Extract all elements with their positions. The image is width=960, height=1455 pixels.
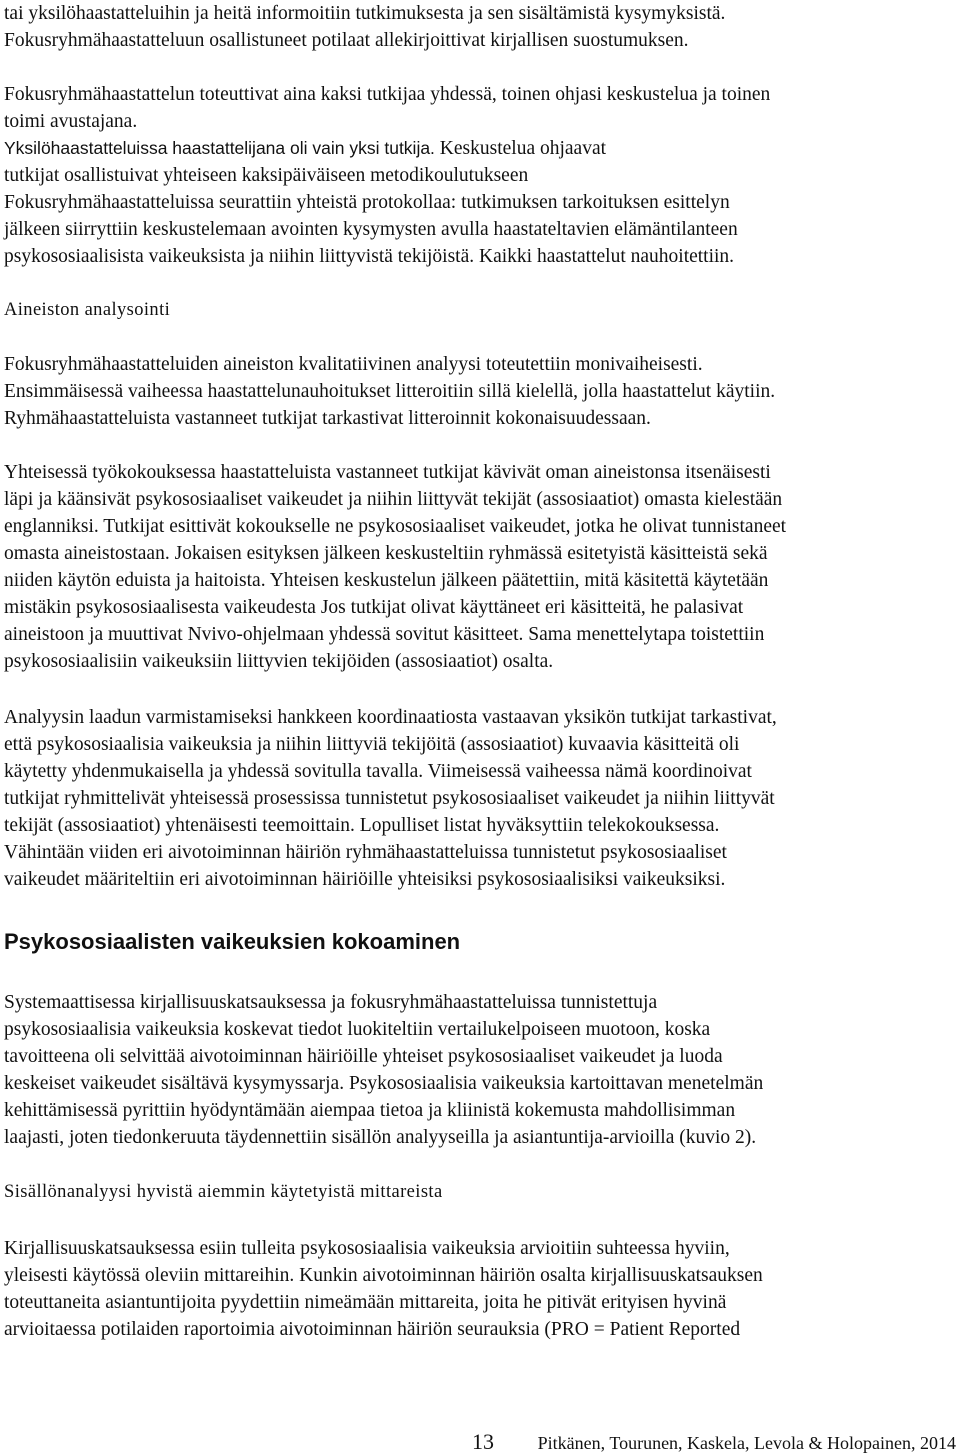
text-line: Yhteisessä työkokouksessa haastatteluista vastanneet tutkijat kävivät oman aineistonsa itsenäisesti <box>4 462 771 483</box>
page-number: 13 <box>472 1429 494 1454</box>
text-line: Fokusryhmähaastatteluiden aineiston kvalitatiivinen analyysi toteutettiin monivaiheisesti. <box>4 354 703 375</box>
text-line: aineistoon ja muuttivat Nvivo-ohjelmaan yhdessä sovitut käsitteet. Sama menettelytapa toistettiin <box>4 624 765 645</box>
text-line: omasta aineistostaan. Jokaisen esityksen jälkeen keskusteltiin ryhmässä esitetyistä käsitteistä sekä <box>4 543 768 564</box>
paragraph-compilation <box>4 989 763 1151</box>
text-serif-fragment: Keskustelua ohjaavat <box>439 138 607 159</box>
text-line: Analyysin laadun varmistamiseksi hankkeen koordinaatiosta vastaavan yksikön tutkijat tarkastivat, <box>4 707 777 728</box>
text-line: jälkeen siirryttiin keskustelemaan avointen kysymysten avulla haastateltavien elämäntilanteen <box>4 219 738 240</box>
subheading-text: Aineiston analysointi <box>4 300 171 320</box>
text-line: Fokusryhmähaastatteluissa seurattiin yhteistä protokollaa: tutkimuksen tarkoituksen esittelyn <box>4 192 730 213</box>
text-line: yleisesti käytössä oleviin mittareihin. Kunkin aivotoiminnan häiriön osalta kirjallisuuskatsauksen <box>4 1265 763 1286</box>
text-line: tekijät (assosiaatiot) yhtenäisesti teemoittain. Lopulliset listat hyväksyttiin telekokouksessa. <box>4 815 720 836</box>
text-line: Vähintään viiden eri aivotoiminnan häiriön ryhmähaastatteluissa tunnistetut psykososiaaliset <box>4 842 727 863</box>
footer-authors: Pitkänen, Tourunen, Kaskela, Levola & Holopainen, 2014 <box>537 1433 956 1453</box>
text-line: mistäkin psykososiaalisesta vaikeudesta Jos tutkijat olivat käyttäneet eri käsitteitä, he palasivat <box>4 597 744 618</box>
text-line: psykososiaalisiin vaikeuksiin liittyvien tekijöiden (assosiaatiot) osalta. <box>4 651 554 672</box>
text-line: Fokusryhmähaastatteluun osallistuneet potilaat allekirjoittivat kirjallisen suostumuksen. <box>4 30 689 51</box>
text-line: psykososiaalisia vaikeuksia koskevat tiedot luokiteltiin vertailukelpoiseen muotoon, koska <box>4 1019 711 1040</box>
text-line-mixed <box>4 135 770 162</box>
subheading-content-analysis <box>4 1179 443 1206</box>
text-line: psykososiaalisista vaikeuksista ja niihin liittyvistä tekijöistä. Kaikki haastattelut nauhoitettiin. <box>4 246 735 267</box>
paragraph-protocol <box>4 189 738 270</box>
section-heading <box>4 927 460 957</box>
text-line: Ensimmäisessä vaiheessa haastattelunauhoitukset litteroitiin sillä kielellä, jolla haastattelut käytiin. <box>4 381 776 402</box>
text-line: Kirjallisuuskatsauksessa esiin tulleita psykososiaalisia vaikeuksia arvioitiin suhteessa hyviin, <box>4 1238 730 1259</box>
text-line: Systemaattisessa kirjallisuuskatsauksessa ja fokusryhmähaastatteluissa tunnistettuja <box>4 992 658 1013</box>
text-line: arvioitaessa potilaiden raportoimia aivotoiminnan häiriön seurauksia (PRO = Patient Reported <box>4 1319 741 1340</box>
paragraph-analysis <box>4 351 775 432</box>
text-line: niiden käytön eduista ja haitoista. Yhteisen keskustelun jälkeen päätettiin, mitä käsitettä käytetään <box>4 570 769 591</box>
text-line: laajasti, joten tiedonkeruuta täydennettiin sisällön analyyseilla ja asiantuntija-arvioilla (kuvio 2). <box>4 1127 757 1148</box>
text-line: tai yksilöhaastatteluihin ja heitä informoitiin tutkimuksesta ja sen sisältämistä kysymyksistä. <box>4 3 726 24</box>
text-line: käytetty yhdenmukaisella ja yhdessä sovitulla tavalla. Viimeisessä vaiheessa nämä koordinoivat <box>4 761 752 782</box>
text-line: Ryhmähaastatteluista vastanneet tutkijat tarkastivat litteroinnit kokonaisuudessaan. <box>4 408 651 429</box>
text-line: toimi avustajana. <box>4 111 138 132</box>
paragraph-quality <box>4 704 777 893</box>
text-line: tutkijat osallistuivat yhteiseen kaksipäiväiseen metodikoulutukseen <box>4 165 529 186</box>
text-sans-fragment: Yksilöhaastatteluissa haastattelijana oli vain yksi tutkija. <box>4 138 435 158</box>
page-footer <box>4 1428 956 1455</box>
text-line: läpi ja käänsivät psykososiaaliset vaikeudet ja niihin liittyvät tekijät (assosiaatiot) omasta kielestään <box>4 489 783 510</box>
text-line: kehittämisessä pyrittiin hyödyntämään aiempaa tietoa ja kliinistä kokemusta mahdollisimman <box>4 1100 736 1121</box>
text-line: englanniksi. Tutkijat esittivät kokoukselle ne psykososiaaliset vaikeudet, jotka he olivat tunnistaneet <box>4 516 787 537</box>
subheading-analysis <box>4 297 170 324</box>
text-line-mixed <box>4 108 770 135</box>
text-line: tavoitteena oli selvittää aivotoiminnan häiriöille yhteiset psykososiaaliset vaikeudet ja luoda <box>4 1046 723 1067</box>
paragraph-instruments <box>4 1235 763 1343</box>
paragraph-interviewers <box>4 81 770 189</box>
text-line: toteuttaneita asiantuntijoita pyydettiin nimeämään mittareita, joita he pitivät erityisen hyvinä <box>4 1292 727 1313</box>
text-line: vaikeudet määriteltiin eri aivotoiminnan häiriöille yhteisiksi psykososiaalisiksi vaikeuksiksi. <box>4 869 726 890</box>
text-line: keskeiset vaikeudet sisältävä kysymyssarja. Psykososiaalisia vaikeuksia kartoittavan menetelmän <box>4 1073 764 1094</box>
paragraph-consent <box>4 0 725 54</box>
paragraph-workshop <box>4 459 786 675</box>
heading-text: Psykososiaalisten vaikeuksien kokoaminen <box>4 929 461 954</box>
text-line: Fokusryhmähaastattelun toteuttivat aina kaksi tutkijaa yhdessä, toinen ohjasi keskustelua ja toinen <box>4 84 771 105</box>
subheading-text: Sisällönanalyysi hyvistä aiemmin käytetyistä mittareista <box>4 1182 443 1202</box>
text-line: että psykososiaalisia vaikeuksia ja niihin liittyviä tekijöitä (assosiaatiot) kuvaavia käsitteitä oli <box>4 734 740 755</box>
text-line: tutkijat ryhmittelivät yhteisessä prosessissa tunnistetut psykososiaaliset vaikeudet ja niihin liittyvät <box>4 788 775 809</box>
